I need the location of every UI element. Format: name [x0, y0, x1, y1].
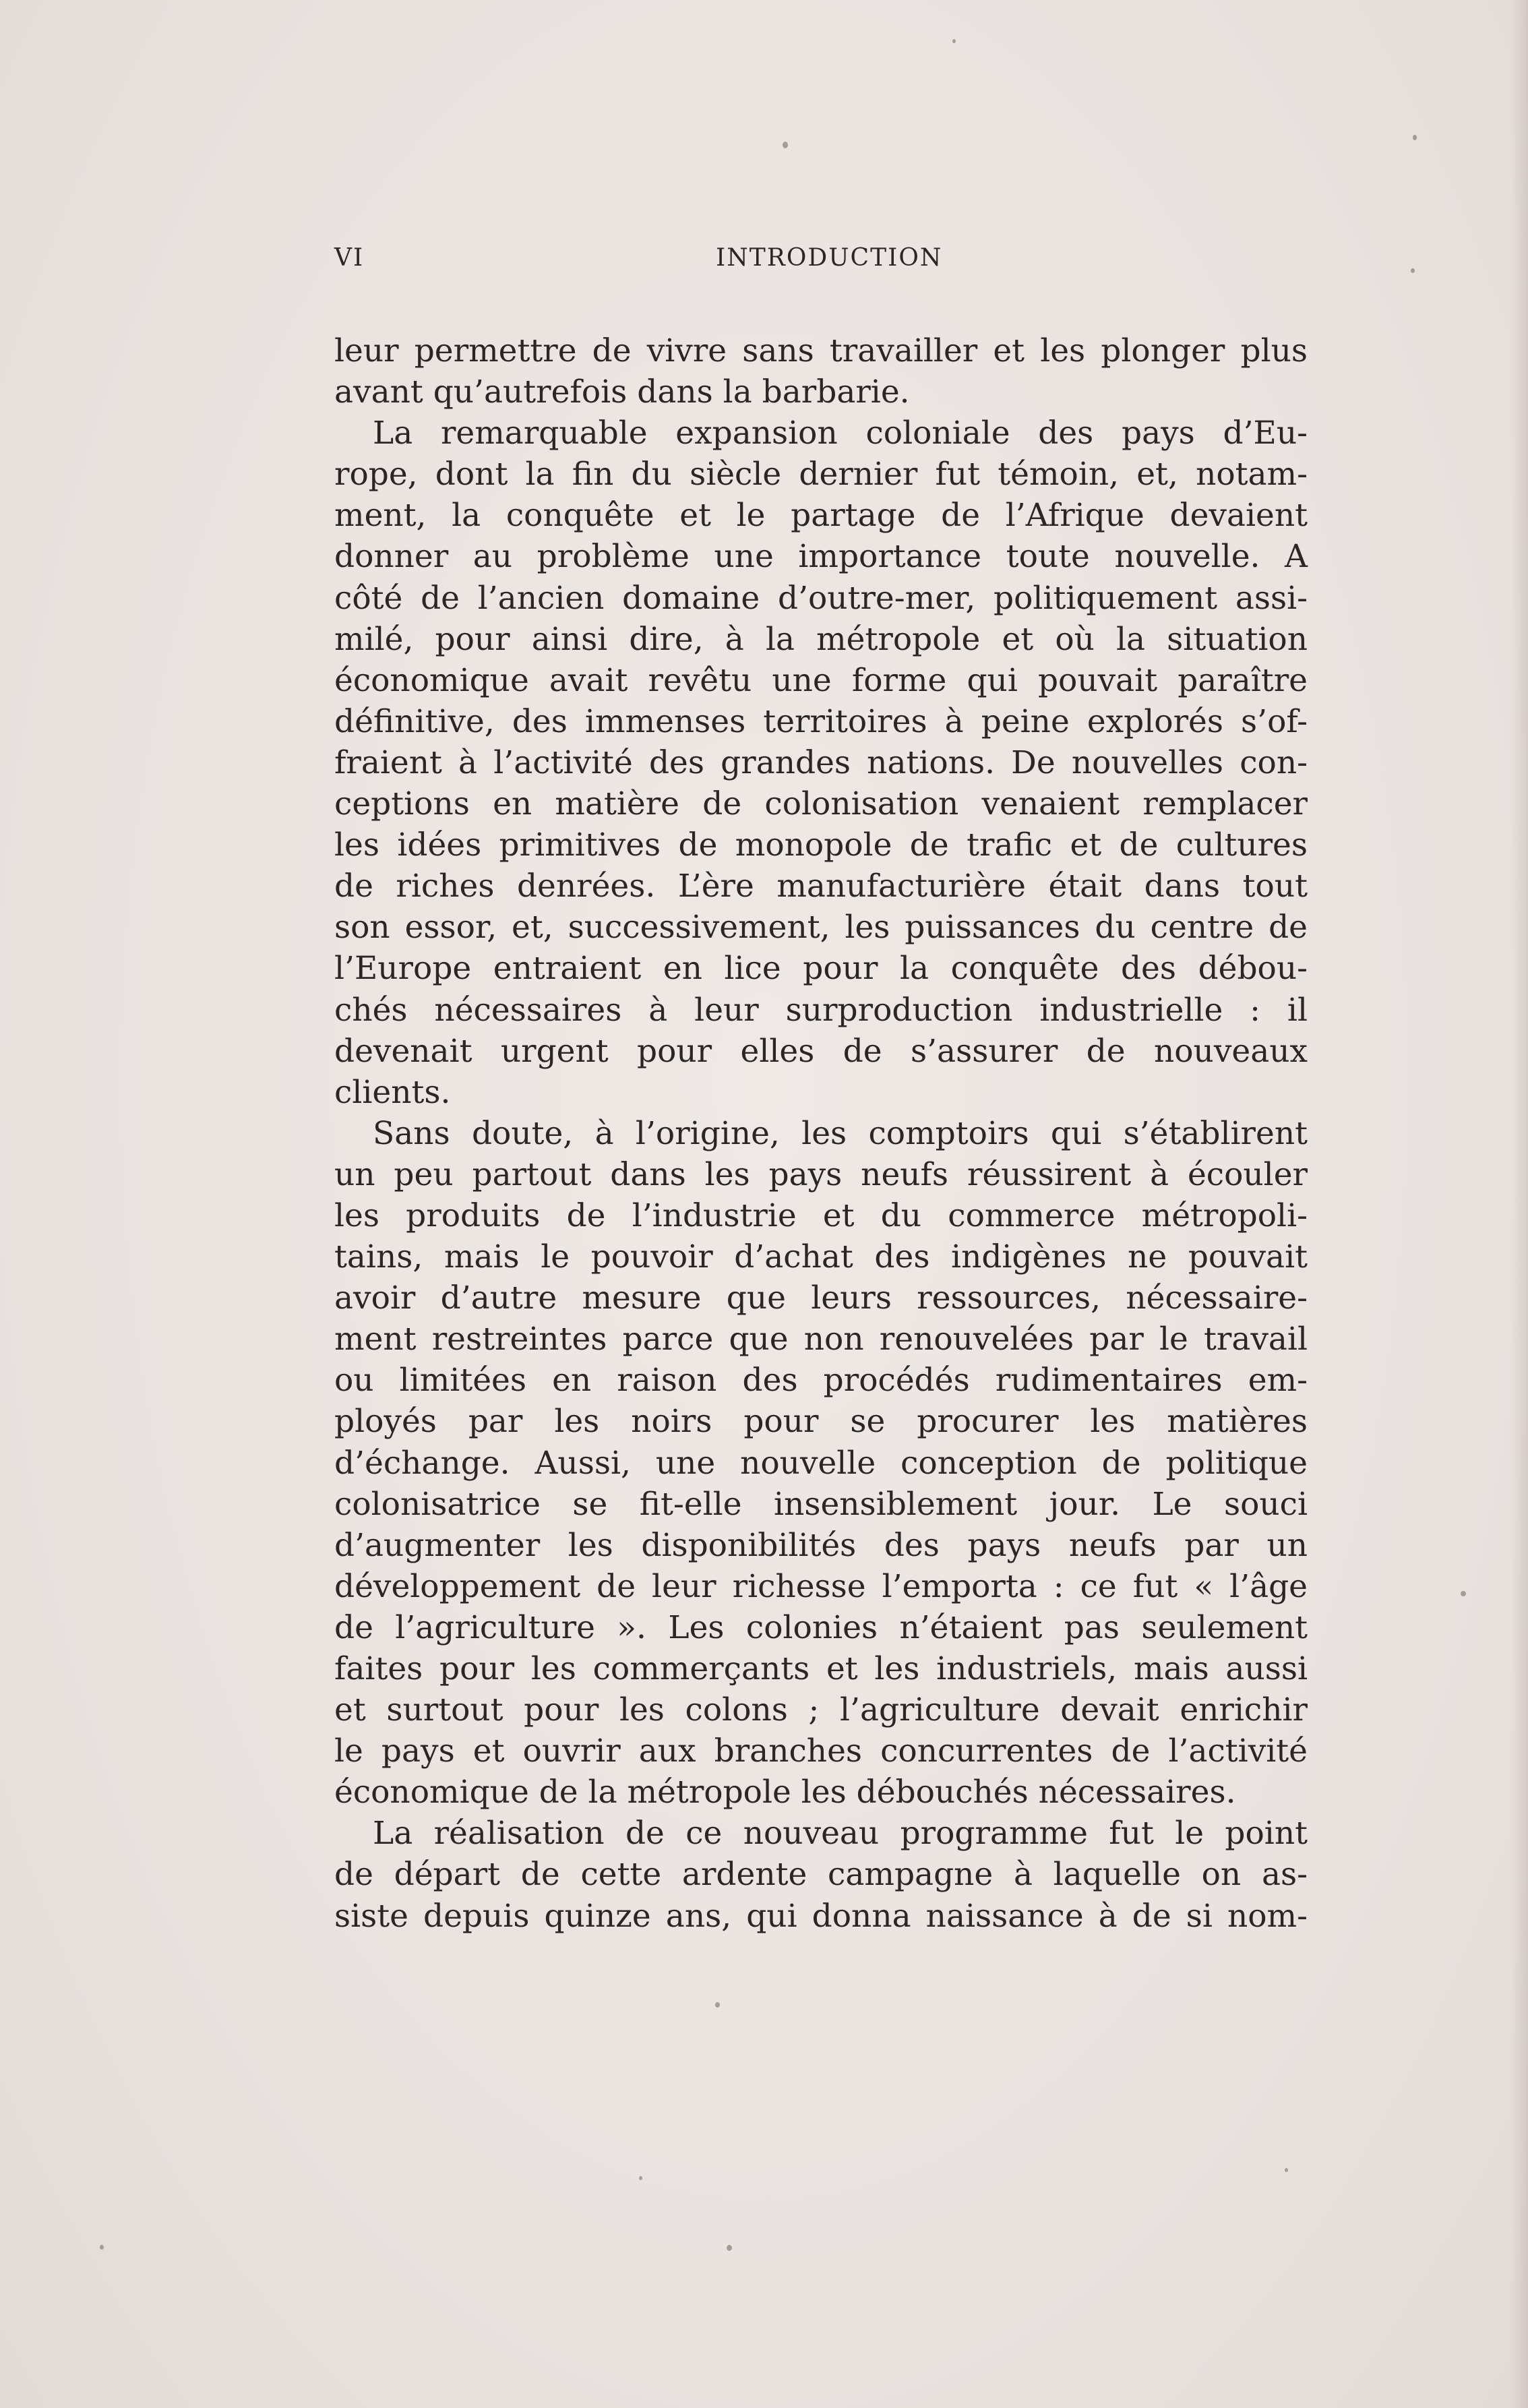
body-text	[334, 330, 1308, 1937]
text-line: définitive, des immenses territoires à peine explorés s’of-	[334, 702, 1308, 740]
text-line: un peu partout dans les pays neufs réussirent à écouler	[334, 1155, 1308, 1193]
text-line: ployés par les noirs pour se procurer les matières	[334, 1403, 1308, 1441]
paper-speck	[1285, 2168, 1288, 2172]
text-line: Sans doute, à l’origine, les comptoirs qui s’établirent	[373, 1114, 1308, 1152]
text-line: leur permettre de vivre sans travailler et les plonger plus	[334, 332, 1308, 369]
text-line: faites pour les commerçants et les industriels, mais aussi	[334, 1650, 1308, 1687]
text-line: rope, dont la fin du siècle dernier fut témoin, et, notam-	[334, 456, 1308, 493]
text-line: avant qu’autrefois dans la barbarie.	[334, 373, 910, 411]
text-line: économique avait revêtu une forme qui pouvait paraître	[334, 661, 1308, 699]
text-line: ou limitées en raison des procédés rudimentaires em-	[334, 1362, 1308, 1399]
text-line: son essor, et, successivement, les puissances du centre de	[334, 909, 1308, 946]
text-line: chés nécessaires à leur surproduction industrielle : il	[334, 991, 1308, 1029]
text-line: économique de la métropole les débouchés nécessaires.	[334, 1774, 1236, 1811]
paper-speck	[952, 39, 956, 43]
text-line: ceptions en matière de colonisation venaient remplacer	[334, 785, 1308, 823]
text-line: les idées primitives de monopole de trafic et de cultures	[334, 826, 1308, 864]
paper-speck	[100, 2245, 104, 2250]
running-head	[334, 244, 1308, 284]
running-title: INTRODUCTION	[716, 244, 943, 272]
text-line: milé, pour ainsi dire, à la métropole et où la situation	[334, 620, 1308, 658]
text-line: La remarquable expansion coloniale des pays d’Eu-	[373, 415, 1308, 452]
text-line: les produits de l’industrie et du commerce métropoli-	[334, 1197, 1308, 1234]
page-edge-shadow	[1510, 0, 1528, 2408]
text-line: avoir d’autre mesure que leurs ressources, nécessaire-	[334, 1280, 1308, 1317]
text-line: fraient à l’activité des grandes nations. De nouvelles con-	[334, 744, 1308, 781]
text-line: colonisatrice se fit-elle insensiblement jour. Le souci	[334, 1485, 1308, 1523]
text-line: le pays et ouvrir aux branches concurrentes de l’activité	[334, 1733, 1308, 1770]
paper-speck	[727, 2245, 732, 2251]
paper-speck	[715, 2002, 720, 2008]
paper-speck	[1411, 268, 1415, 273]
text-line: donner au problème une importance toute nouvelle. A	[334, 538, 1308, 576]
text-line: de riches denrées. L’ère manufacturière était dans tout	[334, 868, 1308, 905]
text-line: côté de l’ancien domaine d’outre-mer, politiquement assi-	[334, 579, 1308, 617]
text-line: d’augmenter les disponibilités des pays neufs par un	[334, 1526, 1308, 1564]
text-line: ment restreintes parce que non renouvelées par le travail	[334, 1321, 1308, 1358]
paper-speck	[1461, 1591, 1466, 1596]
text-line: tains, mais le pouvoir d’achat des indigènes ne pouvait	[334, 1238, 1308, 1276]
text-line: ment, la conquête et le partage de l’Afrique devaient	[334, 497, 1308, 535]
text-line: clients.	[334, 1073, 451, 1111]
text-line: l’Europe entraient en lice pour la conquête des débou-	[334, 950, 1308, 988]
text-line: siste depuis quinze ans, qui donna naissance à de si nom-	[334, 1897, 1308, 1935]
paper-speck	[783, 142, 788, 148]
text-line: d’échange. Aussi, une nouvelle conception de politique	[334, 1444, 1308, 1482]
text-line: et surtout pour les colons ; l’agriculture devait enrichir	[334, 1691, 1308, 1729]
text-line: devenait urgent pour elles de s’assurer de nouveaux	[334, 1032, 1308, 1070]
text-line: de l’agriculture ». Les colonies n’étaient pas seulement	[334, 1608, 1308, 1646]
text-line: de départ de cette ardente campagne à laquelle on as-	[334, 1856, 1308, 1894]
paper-speck	[639, 2176, 642, 2180]
text-line: La réalisation de ce nouveau programme fut le point	[373, 1815, 1308, 1853]
paper-speck	[1413, 135, 1417, 140]
text-line: développement de leur richesse l’emporta : ce fut « l’âge	[334, 1567, 1308, 1605]
page-number: VI	[334, 244, 365, 272]
